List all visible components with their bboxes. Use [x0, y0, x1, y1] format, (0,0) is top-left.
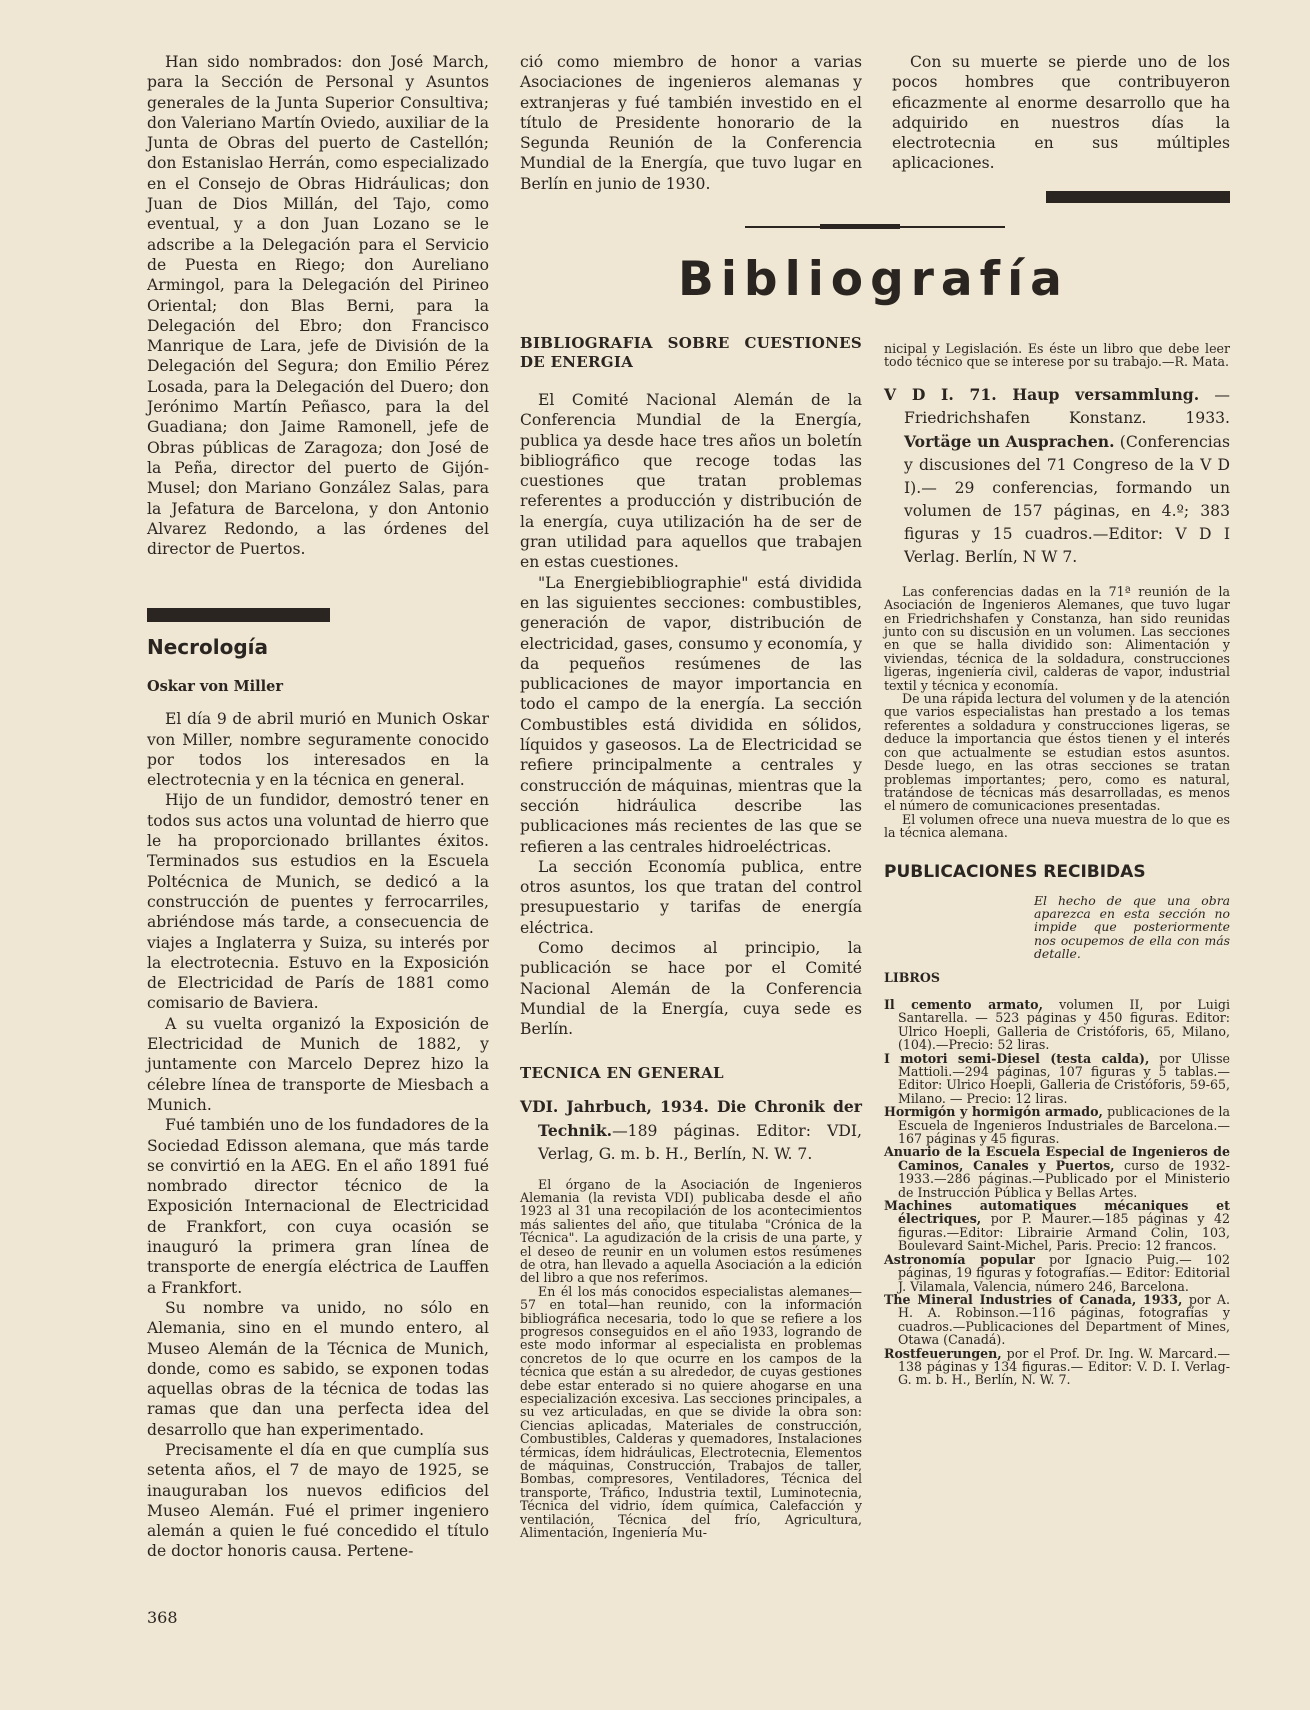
book-details: por A. H. A. Robinson.—116 páginas, fotografías y cuadros.—Publicaciones del Department of Mines, Otawa (Canadá). — [898, 1291, 1230, 1348]
book-details: por P. Maurer.—185 páginas y 42 figuras.—Editor: Librairie Armand Colin, 103, Boulevard Saint-Michel, Paris. Precio: 12 francos. — [898, 1211, 1230, 1254]
obituary-paragraph: Precisamente el día en que cumplía sus setenta años, el 7 de mayo de 1925, se inauguraban los nuevos edificios del Museo Alemán. Fué el primer ingeniero alemán a quien le fué concedido el título de doctor honoris causa. Pertene- — [147, 1440, 489, 1561]
energia-section-title: BIBLIOGRAFIA SOBRE CUESTIONES DE ENERGIA — [520, 334, 862, 371]
book-details: volumen II, por Luigi Santarella. — 523 páginas y 450 figuras. Editor: Ulrico Hoepli, Galleria de Cristóforis, 65, Milano, (104).—Precio: 52 liras. — [898, 996, 1231, 1053]
appointments-paragraph: Han sido nombrados: don José March, para la Sección de Personal y Asuntos generales de la Junta Superior Consultiva; don Valeriano Martín Oviedo, auxiliar de la Junta de Obras del puerto de Castellón; don Estanislao Herrán, como especializado en el Consejo de Obras Hidráulicas; don Juan de Dios Millán, del Tajo, como eventual, y a don Juan Lozano se le adscribe a la Delegación para el Servicio de Puesta en Riego; don Aureliano Armingol, para la Delegación del Pirineo Oriental; don Blas Berni, para la Delegación del Ebro; don Francisco Manrique de Lara, jefe de División de la Delegación del Segura; don Emilio Pérez Losada, para la Delegación del Duero; don Jerónimo Martín Peñasco, para la del Guadiana; don Jaime Ramonell, jefe de Obras públicas de Zaragoza; don José de la Peña, director del puerto de Gijón-Musel; don Mariano González Salas, para la Jefatura de Barcelona, y don Antonio Alvarez Redondo, a las órdenes del director de Puertos. — [147, 53, 489, 559]
obituary-paragraph: Fué también uno de los fundadores de la Sociedad Edisson alemana, que más tarde se convirtió en la AEG. En el año 1891 fué nombrado director técnico de la Exposición Internacional de Electricidad de Frankfort, con cuya ocasión se inauguró la primera gran línea de transporte de energía eléctrica de Lauffen a Frankfort. — [147, 1116, 489, 1297]
book-title: The Mineral Industries of Canada, 1933, — [884, 1291, 1183, 1307]
book-entry — [884, 1199, 1230, 1253]
book-entry — [884, 1347, 1230, 1387]
decorative-rule-right — [1046, 191, 1230, 203]
book-title: Anuario de la Escuela Especial de Ingenieros de Caminos, Canales y Puertos, — [884, 1144, 1230, 1173]
tecnica-section-title: TECNICA EN GENERAL — [520, 1063, 724, 1082]
book-details: —189 páginas. Editor: VDI, Verlag, G. m. b. H., Berlín, N. W. 7. — [538, 1121, 862, 1163]
book-entry — [884, 1293, 1230, 1347]
book-entry — [884, 1052, 1230, 1106]
tecnica-paragraph: El órgano de la Asociación de Ingenieros Alemania (la revista VDI) publicaba desde el año 1923 al 31 una recopilación de los acontecimientos más salientes del año, que titulaba "Crónica de la Técnica". La agudización de la crisis de una parte, y el deseo de reunir en un volumen estos resúmenes de otra, han llevado a aquella Asociación a la edición del libro a que nos referimos. — [520, 1176, 862, 1286]
page-number: 368 — [147, 1608, 178, 1627]
publicaciones-heading: PUBLICACIONES RECIBIDAS — [884, 861, 1146, 882]
tecnica-paragraph: En él los más conocidos especialistas alemanes—57 en total—han reunido, con la información bibliográfica necesaria, todo lo que se refiere a los progresos conseguidos en el año 1933, logrando de este modo informar al especialista en problemas concretos de lo que ocurre en los campos de la técnica que están a su alrededor, de cuyas gestiones debe estar enterado si no quiere ahogarse en una especialización excesiva. Las secciones principales, a su vez articuladas, en que se divide la obra son: Ciencias aplicadas, Materiales de construcción, Combustibles, Calderas y quemadores, Instalaciones térmicas, ídem hidráulicas, Electrotecnia, Elementos de máquinas, Construcción, Trabajos de taller, Bombas, compresores, Ventiladores, Técnica del transporte, Tráfico, Industria textil, Luminotecnia, Técnica del vidrio, ídem química, Calefacción y ventilación, Técnica del frío, Agricultura, Alimentación, Ingeniería Mu- — [520, 1283, 862, 1541]
obituary-paragraph: Su nombre va unido, no sólo en Alemania, sino en el mundo entero, al Museo Alemán de la Técnica de Munich, donde, como es sabido, se exponen todas aquellas obras de la técnica de todas las ramas que dan una perfecta idea del desarrollo que han experimentado. — [147, 1298, 489, 1439]
energia-paragraph: Como decimos al principio, la publicación se hace por el Comité Nacional Alemán de la Conferencia Mundial de la Energía, cuya sede es Berlín. — [520, 939, 862, 1039]
column-middle-top — [520, 52, 862, 194]
book-title: Machines automatiques mécaniques et électriques, — [884, 1198, 1230, 1227]
vdi-review-paragraph: De una rápida lectura del volumen y de la atención que varios especialistas han prestado a los temas referentes a soldadura y construcciones ligeras, se deduce la importancia que éstos tienen y el interés con que actualmente se estudian estos asuntos. Desde luego, en las otras secciones se tratan problemas importantes; pero, como es natural, tratándose de técnicas más desarrolladas, es menos el número de comunicaciones presentadas. — [884, 691, 1230, 814]
vdi-congress-entry — [884, 383, 1230, 569]
book-title: V D I. 71. Haup versammlung. — [884, 384, 1200, 404]
books-list — [884, 998, 1230, 1387]
vdi-review-paragraph: Las conferencias dadas en la 71ª reunión de la Asociación de Ingenieros Alemanes, que tuvo lugar en Friedrichshafen y Constanza, han sido reunidas junto con su discusión en un volumen. Las secciones en que se halla dividido son: Alimentación y viviendas, técnica de la soldadura, construcciones ligeras, ingeniería civil, calderas de vapor, industrial textil y técnica y economía. — [884, 583, 1230, 693]
book-title: Il cemento armato, — [884, 996, 1043, 1012]
book-entry — [884, 998, 1230, 1052]
book-entry — [884, 1253, 1230, 1293]
column-right-top — [892, 52, 1230, 174]
book-title: Rostfeuerungen, — [884, 1345, 1002, 1361]
book-details: por Ulisse Mattioli.—294 páginas, 107 figuras y 5 tablas.—Editor: Ulrico Hoepli, Galleria de Cristóforis, 59-65, Milano. — Precio: 12 liras. — [898, 1050, 1230, 1106]
book-title: I motori semi-Diesel (testa calda), — [884, 1050, 1150, 1066]
obituary-paragraph: Hijo de un fundidor, demostró tener en todos sus actos una voluntad de hierro que le ha proporcionado brillantes éxitos. Terminados sus estudios en la Escuela Poltécnica de Munich, se dedicó a la construcción de puentes y ferrocarriles, abriéndose más tarde, a consecuencia de viajes a Inglaterra y Suiza, su interés por la electrotecnia. Estuvo en la Exposición de Electricidad de París de 1881 como comisario de Baviera. — [147, 791, 489, 1013]
book-details: (Conferencias y discusiones del 71 Congreso de la V D I).— 29 conferencias, formando un volumen de 157 páginas, en 4.º; 383 figuras y 15 cuadros.—Editor: V D I Verlag. Berlín, N W 7. — [904, 432, 1230, 566]
title-rule-accent — [820, 224, 900, 229]
necrologia-heading: Necrología — [147, 635, 269, 659]
energia-paragraph: El Comité Nacional Alemán de la Conferencia Mundial de la Energía, publica ya desde hace tres años un boletín bibliográfico que recoge todas las cuestiones que tratan problemas referentes a producción y distribución de la energía, cuya utilización ha de ser de gran utilidad para aquellos que trabajen en estas cuestiones. — [520, 391, 862, 572]
vdi-review-paragraph: El volumen ofrece una nueva muestra de lo que es la técnica alemana. — [884, 811, 1230, 841]
libros-heading: LIBROS — [884, 969, 940, 985]
book-entry — [884, 1105, 1230, 1145]
obituary-continuation: ció como miembro de honor a varias Asociaciones de ingenieros alemanas y extranjeras y fué también investido en el título de Presidente honorario de la Segunda Reunión de la Conferencia Mundial de la Energía, que tuvo lugar en Berlín en junio de 1930. — [520, 53, 862, 193]
bibliografia-title: Bibliografía — [678, 252, 1069, 307]
review-continuation: nicipal y Legislación. Es éste un libro que debe leer todo técnico que se interese por su trabajo.—R. Mata. — [884, 341, 1230, 370]
publicaciones-note: El hecho de que una obra aparezca en esta sección no impide que posteriormente nos ocupemos de ella con más detalle. — [1034, 892, 1230, 962]
obituary — [147, 677, 489, 1562]
book-details: por Ignacio Puig.— 102 páginas, 19 figuras y fotografías.— Editor: Editorial J. Vilamala, Valencia, número 246, Barcelona. — [898, 1251, 1230, 1294]
book-title: Astronomía popular — [884, 1251, 1035, 1267]
energia-paragraph: "La Energiebibliographie" está dividida en las siguientes secciones: combustibles, generación de vapor, distribución de electricidad, gases, consumo y economía, y da pequeños resúmenes de las publicaciones de mayor importancia en todo el campo de la energía. La sección Combustibles está dividida en sólidos, líquidos y gaseosos. La de Electricidad se refiere principalmente a centrales y construcción de máquinas, mientras que la sección hidráulica describe las publicaciones más recientes de las que se refieren a las centrales hidroeléctricas. — [520, 573, 862, 856]
book-details: — Friedrichshafen Konstanz. 1933. — [904, 385, 1230, 427]
energia-paragraph: La sección Economía publica, entre otros asuntos, los que tratan del control presupuestario y tarifas de energía eléctrica. — [520, 857, 862, 937]
section-rule-necrologia — [147, 608, 330, 622]
obituary-paragraph: A su vuelta organizó la Exposición de Electricidad de Munich de 1882, y juntamente con Marcelo Deprez hizo la célebre línea de transporte de Miesbach a Munich. — [147, 1014, 489, 1114]
book-details: publicaciones de la Escuela de Ingenieros Industriales de Barcelona.—167 páginas y 45 figuras. — [898, 1104, 1230, 1147]
obituary-paragraph: El día 9 de abril murió en Munich Oskar von Miller, nombre seguramente conocido por todos los interesados en la electrotecnia y en la técnica en general. — [147, 710, 489, 790]
book-details: por el Prof. Dr. Ing. W. Marcard.—138 páginas y 134 figuras.— Editor: V. D. I. Verlag-G. m. b. H., Berlín, N. W. 7. — [898, 1345, 1230, 1388]
book-title: VDI. Jahrbuch, 1934. Die Chronik der Technik. — [520, 1096, 862, 1140]
book-details: curso de 1932-1933.—286 páginas.—Publicado por el Ministerio de Instrucción Pública y Bellas Artes. — [898, 1157, 1230, 1200]
column-middle — [520, 334, 862, 1539]
column-right — [884, 342, 1230, 1387]
book-title: Vortäge un Ausprachen. — [904, 431, 1115, 451]
obituary-name: Oskar von Miller — [147, 678, 284, 695]
book-entry — [884, 1145, 1230, 1199]
vdi-jahrbuch-entry — [520, 1095, 862, 1166]
obituary-closing: Con su muerte se pierde uno de los pocos hombres que contribuyeron eficazmente al enorme desarrollo que ha adquirido en nuestros días la electrotecnia en sus múltiples aplicaciones. — [892, 53, 1230, 173]
column-left — [147, 52, 489, 559]
book-title: Hormigón y hormigón armado, — [884, 1104, 1103, 1120]
